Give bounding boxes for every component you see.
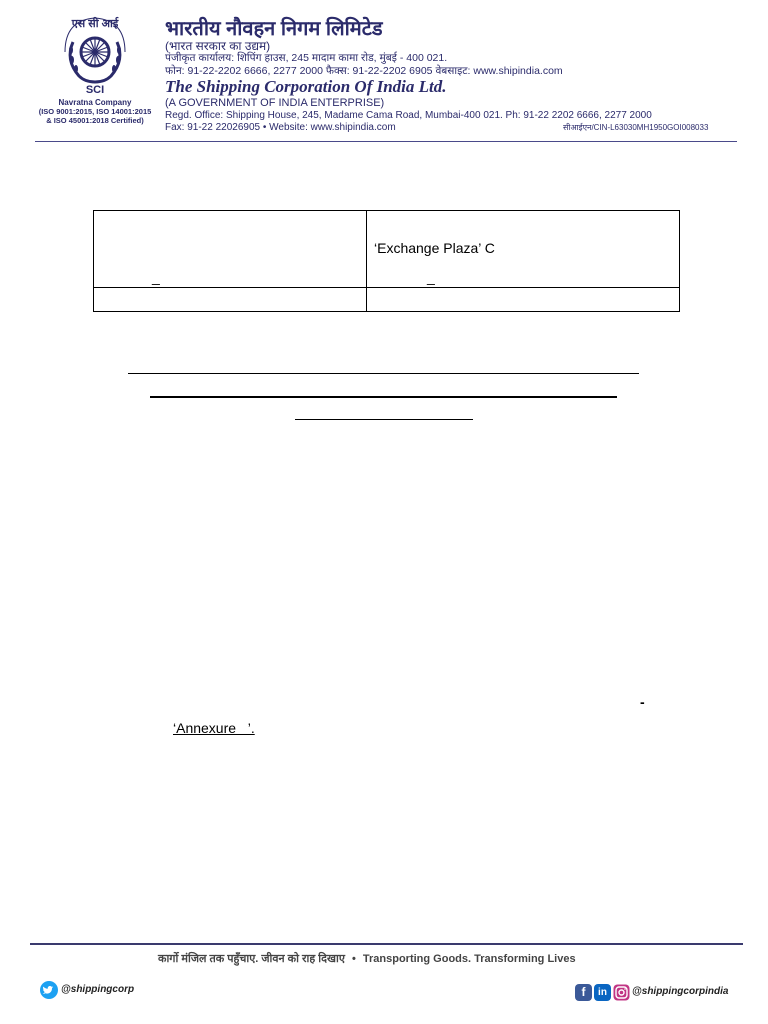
address-english: Regd. Office: Shipping House, 245, Madame Cama Road, Mumbai-400 021. Ph: 91-22 2202 6666, 2277 2000 (165, 110, 652, 121)
logo-iso-line2: & ISO 45001:2018 Certified) (46, 116, 144, 125)
subject-rule-2 (150, 396, 617, 398)
address-hindi: पंजीकृत कार्यालय: शिपिंग हाउस, 245 मादाम कामा रोड, मुंबई - 400 021. (165, 52, 448, 64)
facebook-icon[interactable]: f (575, 984, 592, 1001)
slogan-hindi: कार्गो मंजिल तक पहुँचाए. जीवन को राह दिखाए (158, 953, 345, 965)
table-cell-right (367, 288, 680, 312)
linkedin-icon[interactable]: in (594, 984, 611, 1001)
company-name-english: The Shipping Corporation Of India Ltd. (165, 77, 447, 96)
table-cell-left (94, 288, 367, 312)
table-row (94, 288, 680, 312)
logo-iso-line1: (ISO 9001:2015, ISO 14001:2015 (38, 107, 152, 116)
subject-rule-1 (128, 373, 639, 374)
right-dash: _ (427, 269, 435, 285)
address-table (93, 210, 680, 312)
cin-number: सीआईएन/CIN-L63030MH1950GOI008033 (563, 123, 709, 132)
fax-website-english: Fax: 91-22 22026905 • Website: www.shipindia.com (165, 122, 396, 133)
table-cell-left (94, 211, 367, 288)
subject-rule-3 (295, 419, 473, 420)
table-row (94, 211, 680, 288)
table-cell-right (367, 211, 680, 288)
logo-hindi-text: एस सी आई (71, 18, 119, 30)
header-divider (35, 141, 737, 142)
footer-divider (30, 943, 743, 945)
left-dash: _ (152, 269, 160, 285)
twitter-handle[interactable]: @shippingcorp (61, 984, 135, 995)
company-tagline-english: (A GOVERNMENT OF INDIA ENTERPRISE) (165, 97, 385, 109)
slogan-bullet: • (351, 953, 356, 965)
twitter-icon[interactable] (40, 981, 58, 999)
company-name-hindi: भारतीय नौवहन निगम लिमिटेड (165, 18, 383, 40)
footer-slogan (158, 951, 576, 966)
slogan-english: Transporting Goods. Transforming Lives (362, 953, 576, 965)
logo-navratna: Navratna Company (58, 98, 132, 107)
logo-abbr: SCI (85, 84, 105, 96)
instagram-icon[interactable] (613, 984, 630, 1001)
social-handle[interactable]: @shippingcorpindia (632, 986, 729, 997)
exchange-plaza-text: ‘Exchange Plaza’ C (374, 240, 495, 256)
company-tagline-hindi: (भारत सरकार का उद्यम) (165, 39, 271, 53)
phone-hindi: फोन: 91-22-2202 6666, 2277 2000 फैक्स: 91-22-2202 6905 वेबसाइट: www.shipindia.com (165, 65, 563, 77)
hyphen-mark: - (640, 694, 645, 710)
company-logo (30, 12, 160, 127)
annexure-reference: ‘Annexure ’. (173, 720, 255, 736)
